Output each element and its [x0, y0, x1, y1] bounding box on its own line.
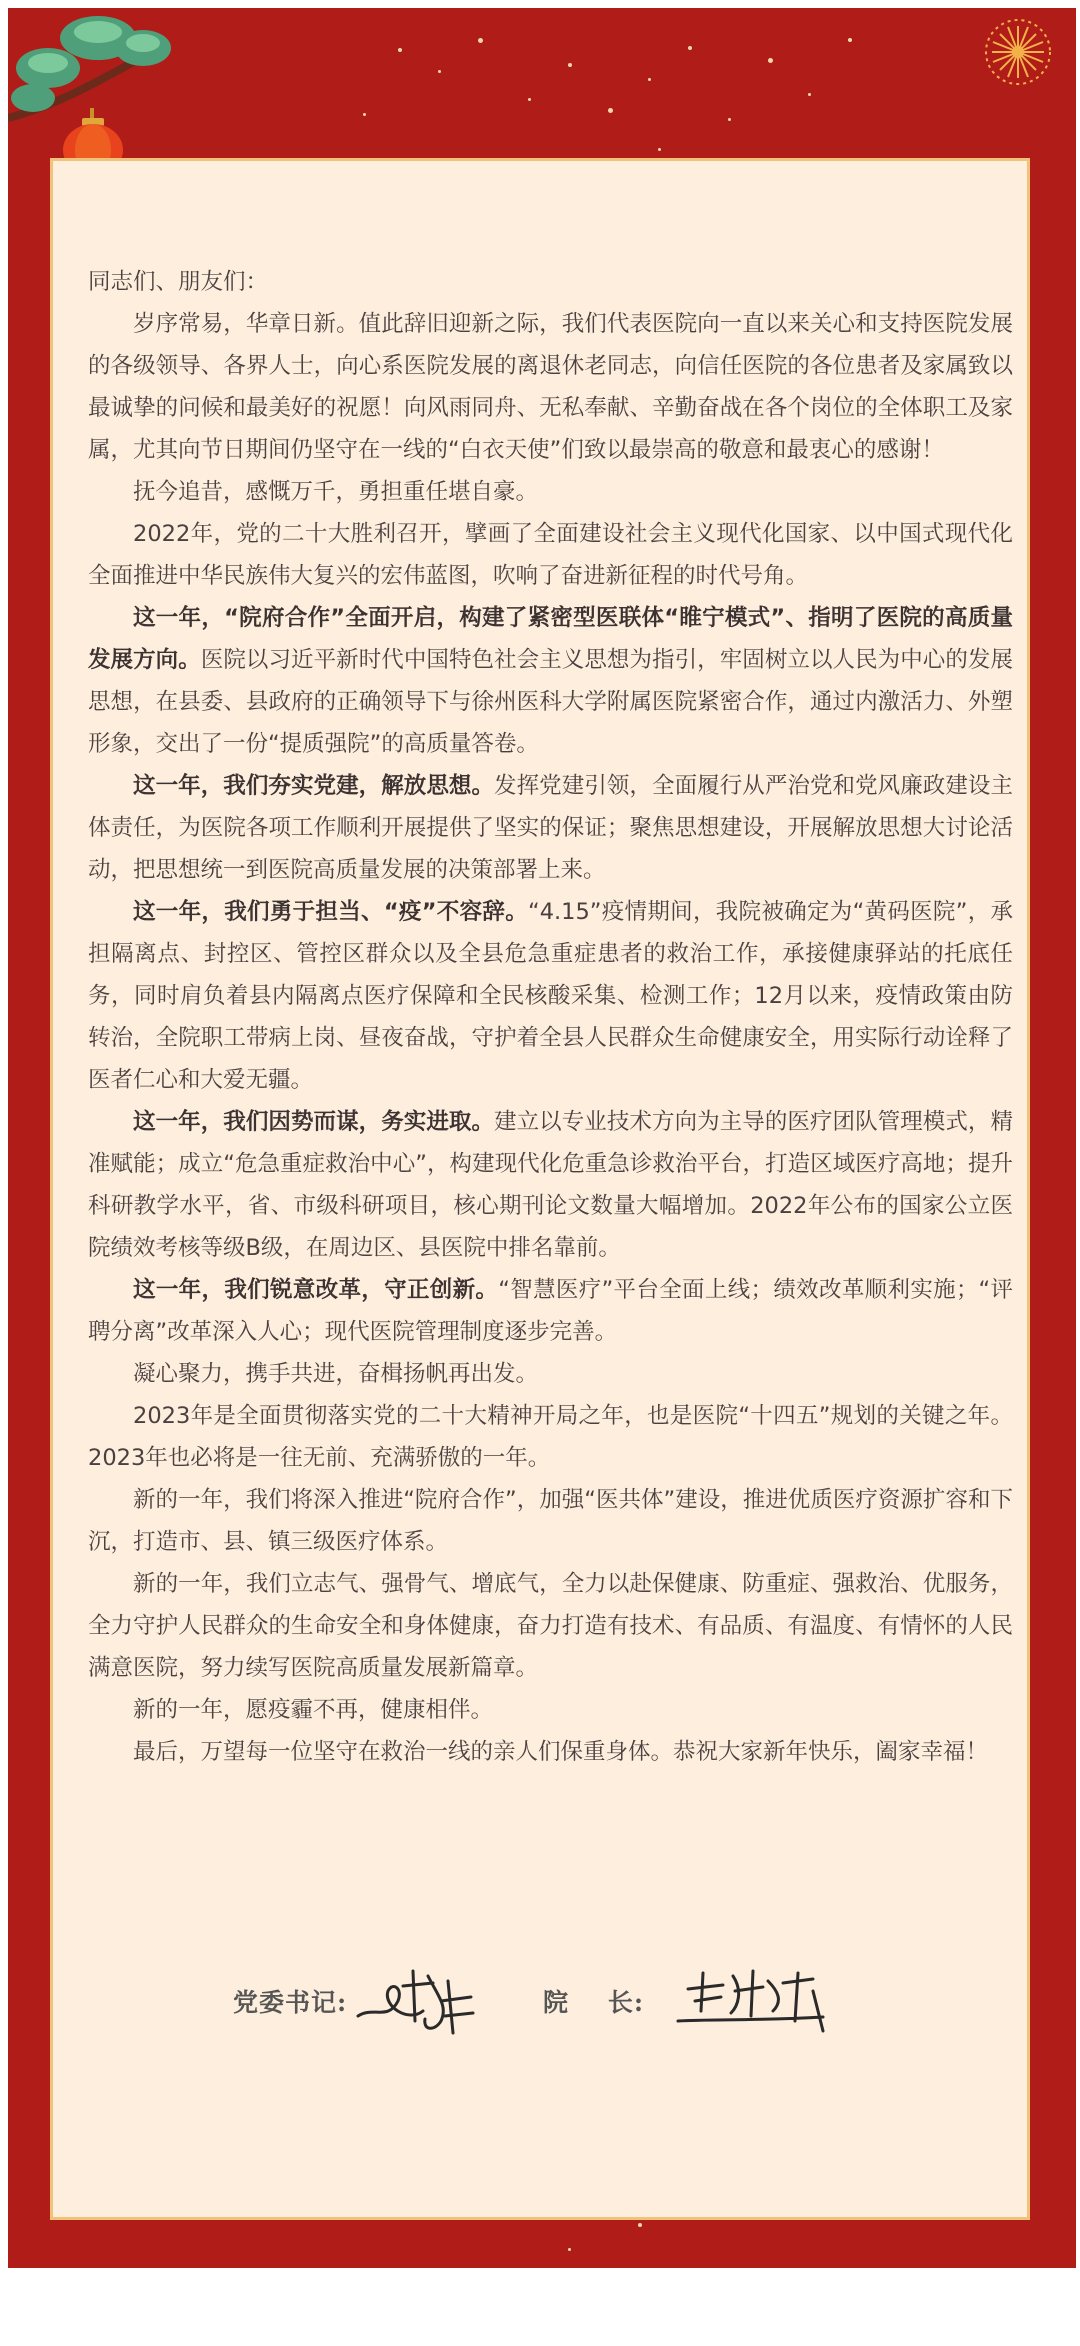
- paragraph: 2022年，党的二十大胜利召开，擘画了全面建设社会主义现代化国家、以中国式现代化全面推进中华民族伟大复兴的宏伟蓝图，吹响了奋进新征程的时代号角。: [88, 521, 1013, 589]
- sparkle: [688, 46, 692, 50]
- secretary-signature-icon: [353, 1961, 483, 2041]
- firework-icon: [978, 12, 1058, 92]
- sparkle: [438, 70, 441, 73]
- paragraph: [88, 1101, 1013, 1269]
- paragraph: [88, 891, 1013, 1101]
- paragraph-heading: 这一年，我们勇于担当、“疫”不容辞。: [133, 899, 529, 925]
- paragraph: 岁序常易，华章日新。值此辞旧迎新之际，我们代表医院向一直以来关心和支持医院发展的各级领导、各界人士，向心系医院发展的离退休老同志，向信任医院的各位患者及家属致以最诚挚的问候和最美好的祝愿！向风雨同舟、无私奉献、辛勤奋战在各个岗位的全体职工及家属，尤其向节日期间仍坚守在一线的“白衣天使”们致以最崇高的敬意和最衷心的感谢！: [88, 311, 1013, 463]
- sparkle: [568, 2248, 571, 2251]
- sparkle: [528, 98, 531, 101]
- paragraph: 新的一年，愿疫霾不再，健康相伴。: [133, 1697, 494, 1723]
- greeting: 同志们、朋友们：: [88, 269, 269, 295]
- sparkle: [363, 113, 366, 116]
- paragraph-text: “4.15”疫情期间，我院被确定为“黄码医院”，承担隔离点、封控区、管控区群众以及全县危急重症患者的救治工作，承接健康驿站的托底任务，同时肩负着县内隔离点医疗保障和全民核酸采集、检测工作；12月以来，疫情政策由防转治，全院职工带病上岗、昼夜奋战，守护着全县人民群众生命健康安全，用实际行动诠释了医者仁心和大爱无疆。: [88, 899, 1014, 1093]
- red-border-background: [8, 8, 1076, 2268]
- paragraph-text: 建立以专业技术方向为主导的医疗团队管理模式，精准赋能；成立“危急重症救治中心”，构建现代化危重急诊救治平台，打造区域医疗高地；提升科研教学水平，省、市级科研项目，核心期刊论文数量大幅增加。2022年公布的国家公立医院绩效考核等级B级，在周边区、县医院中排名靠前。: [88, 1109, 1013, 1261]
- paragraph-heading: 这一年，我们锐意改革，守正创新。: [133, 1277, 499, 1303]
- paragraph: [88, 765, 1013, 891]
- sparkle: [848, 38, 852, 42]
- paragraph: [88, 1269, 1013, 1353]
- sparkle: [638, 2223, 642, 2227]
- paragraph: 抚今追昔，感慨万千，勇担重任堪自豪。: [133, 479, 539, 505]
- paragraph-text: “智慧医疗”平台全面上线；绩效改革顺利实施；“评聘分离”改革深入人心；现代医院管理制度逐步完善。: [88, 1277, 1013, 1345]
- sparkle: [648, 78, 651, 81]
- president-label: 院 长:: [543, 1988, 645, 2017]
- paragraph: 凝心聚力，携手共进，奋楫扬帆再出发。: [133, 1361, 539, 1387]
- letter-body: [88, 261, 1013, 1773]
- signature-row: [233, 1961, 933, 2051]
- paragraph-heading: 这一年，我们夯实党建，解放思想。: [133, 773, 495, 799]
- paragraph-heading: 这一年，“院府合作”全面开启，构建了紧密型医联体“睢宁模式”、指明了医院的高质量发展方向。: [88, 605, 1013, 673]
- sparkle: [658, 148, 661, 151]
- paragraph: [88, 597, 1013, 765]
- paragraph-text: 发挥党建引领，全面履行从严治党和党风廉政建设主体责任，为医院各项工作顺利开展提供了坚实的保证；聚焦思想建设，开展解放思想大讨论活动，把思想统一到医院高质量发展的决策部署上来。: [88, 773, 1013, 883]
- letter-paper: [50, 158, 1030, 2220]
- sparkle: [398, 48, 402, 52]
- paragraph: 最后，万望每一位坚守在救治一线的亲人们保重身体。恭祝大家新年快乐，阖家幸福！: [133, 1739, 989, 1765]
- secretary-label: 党委书记:: [233, 1988, 348, 2017]
- sparkle: [608, 108, 613, 113]
- paragraph-heading: 这一年，我们因势而谋，务实进取。: [133, 1109, 495, 1135]
- sparkle: [728, 118, 731, 121]
- sparkle: [568, 63, 572, 67]
- paragraph: 新的一年，我们将深入推进“院府合作”，加强“医共体”建设，推进优质医疗资源扩容和下沉，打造市、县、镇三级医疗体系。: [88, 1487, 1013, 1555]
- paragraph: 新的一年，我们立志气、强骨气、增底气，全力以赴保健康、防重症、强救治、优服务，全力守护人民群众的生命安全和身体健康，奋力打造有技术、有品质、有温度、有情怀的人民满意医院，努力续写医院高质量发展新篇章。: [88, 1571, 1013, 1681]
- president-signature-icon: [673, 1961, 833, 2041]
- paragraph: 2023年是全面贯彻落实党的二十大精神开局之年，也是医院“十四五”规划的关键之年。2023年也必将是一往无前、充满骄傲的一年。: [88, 1403, 1013, 1471]
- sparkle: [478, 38, 483, 43]
- paragraph-text: 医院以习近平新时代中国特色社会主义思想为指引，牢固树立以人民为中心的发展思想，在县委、县政府的正确领导下与徐州医科大学附属医院紧密合作，通过内激活力、外塑形象，交出了一份“提质强院”的高质量答卷。: [88, 647, 1013, 757]
- sparkle: [808, 93, 811, 96]
- sparkle: [768, 58, 773, 63]
